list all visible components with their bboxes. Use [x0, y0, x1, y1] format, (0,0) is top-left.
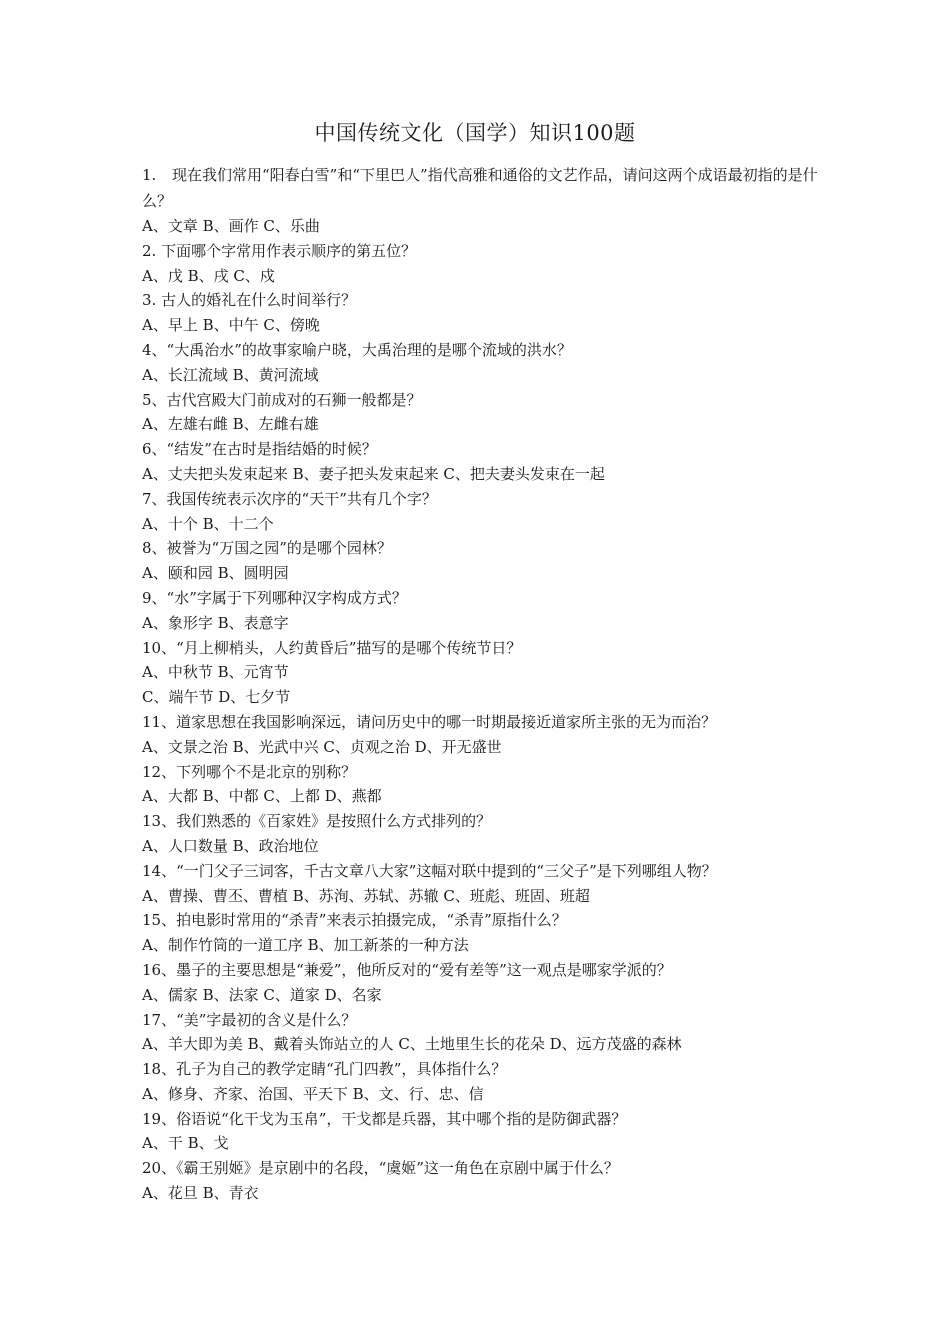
answer-options: A、羊大即为美 B、戴着头饰站立的人 C、土地里生长的花朵 D、远方茂盛的森林 [142, 1035, 682, 1054]
question-1-number: 1. [142, 166, 157, 184]
question-1 [142, 162, 822, 214]
question-text: 6、“结发”在古时是指结婚的时候？ [142, 440, 377, 459]
answer-options: A、干 B、戈 [142, 1134, 229, 1153]
question-list [142, 162, 822, 1206]
question-lines [142, 239, 822, 1206]
question-text: 5、古代宫殿大门前成对的石狮一般都是？ [142, 390, 422, 409]
question-text: 13、我们熟悉的《百家姓》是按照什么方式排列的？ [142, 812, 492, 831]
answer-options: A、十个 B、十二个 [142, 514, 274, 533]
question-text: 7、我国传统表示次序的“天干”共有几个字？ [142, 489, 437, 508]
question-text: 8、被誉为“万国之园”的是哪个园林？ [142, 539, 392, 558]
answer-options: A、象形字 B、表意字 [142, 613, 289, 632]
answer-options: A、早上 B、中午 C、傍晚 [142, 316, 320, 335]
answer-options: A、大都 B、中都 C、上都 D、燕都 [142, 787, 382, 806]
question-1-text: 现在我们常用“阳春白雪”和“下里巴人”指代高雅和通俗的文艺作品，请问这两个成语最初指的是什么？ [142, 166, 818, 210]
question-text: 19、俗语说“化干戈为玉帛”，干戈都是兵器，其中哪个指的是防御武器？ [142, 1109, 627, 1128]
answer-options: A、左雄右雌 B、左雌右雄 [142, 415, 319, 434]
question-text: 3. 古人的婚礼在什么时间举行？ [142, 291, 357, 310]
question-text: 17、“美”字最初的含义是什么？ [142, 1010, 357, 1029]
answer-options: A、丈夫把头发束起来 B、妻子把头发束起来 C、把夫妻头发束在一起 [142, 464, 605, 483]
answer-options: A、颐和园 B、圆明园 [142, 564, 289, 583]
question-text: 4、“大禹治水”的故事家喻户晓，大禹治理的是哪个流域的洪水？ [142, 340, 572, 359]
answer-options: A、文景之治 B、光武中兴 C、贞观之治 D、开无盛世 [142, 737, 502, 756]
question-text: 11、道家思想在我国影响深远，请问历史中的哪一时期最接近道家所主张的无为而治？ [142, 712, 717, 731]
answer-options: A、曹操、曹丕、曹植 B、苏洵、苏轼、苏辙 C、班彪、班固、班超 [142, 886, 590, 905]
answer-options: A、人口数量 B、政治地位 [142, 836, 319, 855]
answer-options: A、花旦 B、青衣 [142, 1184, 259, 1203]
answer-options: A、儒家 B、法家 C、道家 D、名家 [142, 985, 382, 1004]
question-text: 12、下列哪个不是北京的别称？ [142, 762, 357, 781]
question-text: 20、《霸王别姬》是京剧中的名段，“虞姬”这一角色在京剧中属于什么？ [142, 1159, 619, 1178]
answer-options: A、修身、齐家、治国、平天下 B、文、行、忠、信 [142, 1084, 484, 1103]
answer-options: A、长江流域 B、黄河流域 [142, 365, 319, 384]
question-text: 15、拍电影时常用的“杀青”来表示拍摄完成，“杀青”原指什么？ [142, 911, 567, 930]
question-text: 14、“一门父子三词客，千古文章八大家”这幅对联中提到的“三父子”是下列哪组人物？ [142, 861, 717, 880]
answer-options: A、制作竹筒的一道工序 B、加工新茶的一种方法 [142, 936, 469, 955]
question-text: 16、墨子的主要思想是“兼爱”，他所反对的“爱有差等”这一观点是哪家学派的？ [142, 960, 672, 979]
question-text: 2. 下面哪个字常用作表示顺序的第五位？ [142, 241, 417, 260]
question-text: 18、孔子为自己的教学定睛“孔门四教”，具体指什么？ [142, 1060, 507, 1079]
answer-options: A、中秋节 B、元宵节 [142, 663, 289, 682]
document-title: 中国传统文化（国学）知识100题 [314, 121, 636, 145]
question-text: 10、“月上柳梢头，人约黄昏后”描写的是哪个传统节日？ [142, 638, 522, 657]
answer-options: A、戊 B、戌 C、戍 [142, 266, 275, 285]
answer-options: C、端午节 D、七夕节 [142, 688, 291, 707]
question-text: 9、“水”字属于下列哪种汉字构成方式？ [142, 588, 407, 607]
question-1-options: A、文章 B、画作 C、乐曲 [142, 217, 320, 235]
